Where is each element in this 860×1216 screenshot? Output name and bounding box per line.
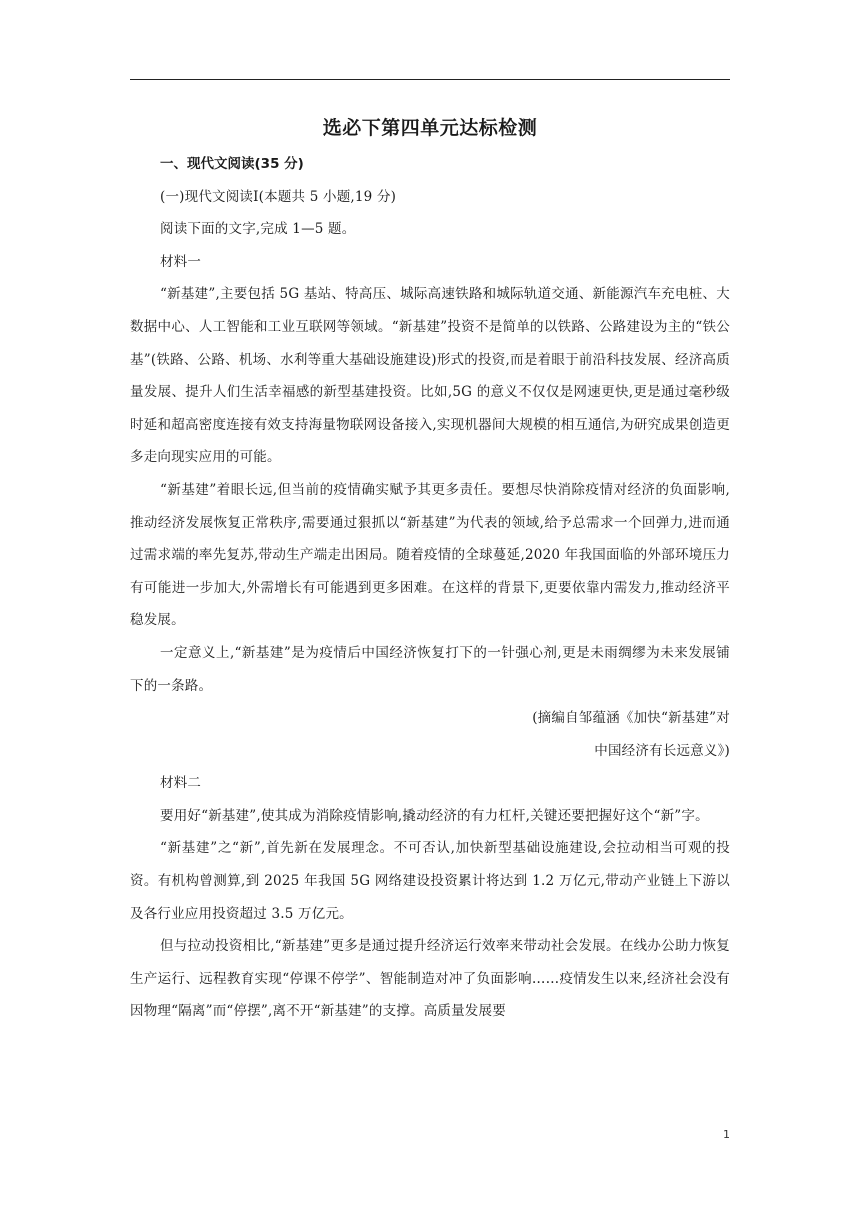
paragraph: 一定意义上,“新基建”是为疫情后中国经济恢复打下的一针强心剂,更是未雨绸缪为未来发展铺下的一条路。: [130, 644, 730, 694]
material-two-label: 材料二: [160, 775, 202, 792]
paragraph: “新基建”,主要包括 5G 基站、特高压、城际高速铁路和城际轨道交通、新能源汽车充电桩、大数据中心、人工智能和工业互联网等领域。“新基建”投资不是简单的以铁路、公路建设为主的“铁公基”(铁路、公路、机场、水利等重大基础设施建设)形式的投资,而是着眼于前沿科技发展、经济高质量发展、提升人们生活幸福感的新型基建投资。比如,5G 的意义不仅仅是网速更快,更是通过毫秒级时延和超高密度连接有效支持海量物联网设备接入,实现机器间大规模的相互通信,为研究成果创造更多走向现实应用的可能。: [130, 286, 730, 466]
citation-line: (摘编自邹蕴涵《加快“新基建”对: [532, 710, 730, 727]
instruction-text: 阅读下面的文字,完成 1—5 题。: [160, 221, 356, 238]
citation-line: 中国经济有长远意义》): [594, 742, 730, 759]
paragraph: “新基建”之“新”,首先新在发展理念。不可否认,加快新型基础设施建设,会拉动相当可观的投资。有机构曾测算,到 2025 年我国 5G 网络建设投资累计将达到 1.2 万亿元,带动产业链上下游以及各行业应用投资超过 3.5 万亿元。: [130, 840, 730, 922]
paragraph: “新基建”着眼长远,但当前的疫情确实赋予其更多责任。要想尽快消除疫情对经济的负面影响,推动经济发展恢复正常秩序,需要通过狠抓以“新基建”为代表的领域,给予总需求一个回弹力,进而通过需求端的率先复苏,带动生产端走出困局。随着疫情的全球蔓延,2020 年我国面临的外部环境压力有可能进一步加大,外需增长有可能遇到更多困难。在这样的背景下,更要依靠内需发力,推动经济平稳发展。: [130, 481, 730, 629]
paragraph: 但与拉动投资相比,“新基建”更多是通过提升经济运行效率来带动社会发展。在线办公助力恢复生产运行、远程教育实现“停课不停学”、智能制造对冲了负面影响……疫情发生以来,经济社会没有因物理“隔离”而“停摆”,离不开“新基建”的支撑。高质量发展要: [130, 938, 730, 1020]
subsection-heading: (一)现代文阅读Ⅰ(本题共 5 小题,19 分): [160, 188, 397, 205]
page-number: 1: [723, 1128, 730, 1141]
header-rule: [130, 79, 730, 80]
material-one-label: 材料一: [160, 253, 202, 270]
document-body: [130, 110, 730, 1028]
paragraph: 要用好“新基建”,使其成为消除疫情影响,撬动经济的有力杠杆,关键还要把握好这个“新”字。: [160, 807, 709, 824]
section-heading: 一、现代文阅读(35 分): [160, 156, 304, 172]
document-title: 选必下第四单元达标检测: [322, 117, 538, 139]
